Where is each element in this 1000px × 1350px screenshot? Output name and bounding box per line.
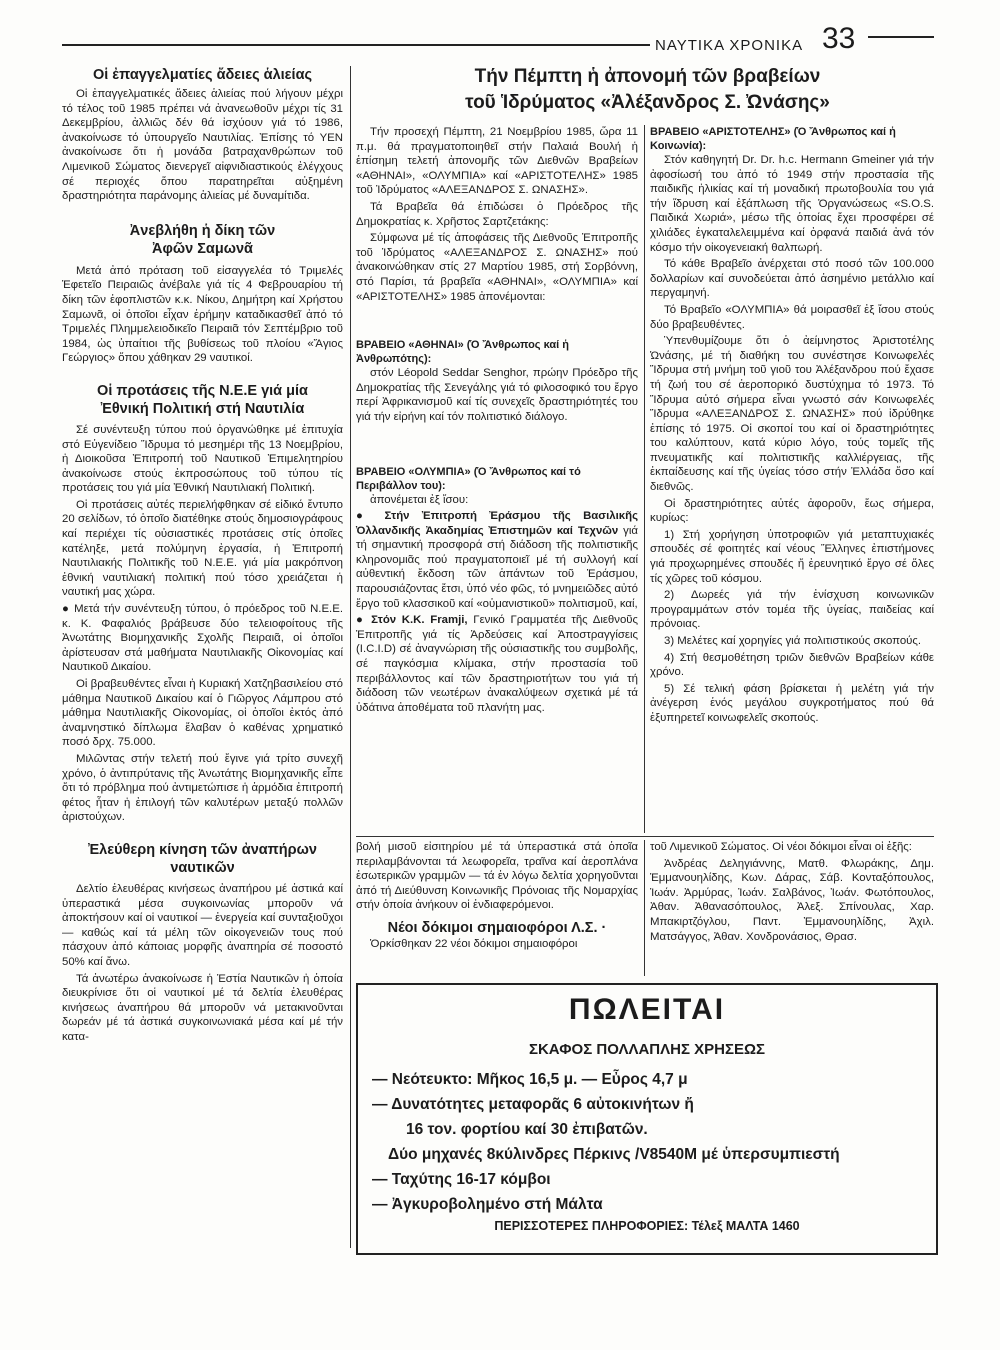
article-text: Ἀνδρέας Δεληγιάννης, Ματθ. Φλωράκης, Δημ. Ἐμμανουηλίδης, Κων. Δάρας, Σάβ. Κονταξόπουλος, Ἰωάν. Ἀρμύρας, Ἰωάν. Σαλβάνος, Ἰωάν. Φωτόπουλος, Ἀθαν. Ἀθανασόπουλος, Ἀλεξ. Σπίνουλας, Χαρ. Μπακιρτζόγλου, Παντ. Ἐμμανουηλίδης, Ἀχιλ. Ματσάγγος, Ἀθαν. Χονδρονάσιος, Θρασ. (650, 857, 934, 943)
feature-text: Ὑπενθυμίζουμε ὅτι ὁ ἀείμνηστος Ἀριστοτέλης Ὠνάσης, μέ τή διαθήκη του συνέστησε Κοινωφελές Ἵδρυμα στή μνήμη τοῦ γιοῦ του Ἀλέξανδρου πού ἔχασε τή ζωή του σέ ἀεροπορικό δυστύχημα τό 1973. Τό Ἵδρυμα αὐτό σήμερα εἶναι γνωστό σάν Κοινωφελές Ἵδρυμα «ΑΛΕΞΑΝΔΡΟΣ Σ. ΩΝΑΣΗΣ» πού ἱδρύθηκε ἐπίσης τό 1975. Οἱ σκοποί του καί οἱ δραστηριότητες του καλύπτουν, κατά κύριο λόγο, τούς τομεῖς τῆς πνευματικῆς καί πολιτιστικῆς καλλιέργειας, τῆς ἐκπαίδευσης καί τῆς ὑγείας τόσο στήν Ἑλλάδα ὅσο καί διεθνῶς. (650, 335, 934, 494)
ad-subtitle: ΣΚΑΦΟΣ ΠΟΛΛΑΠΛΗΣ ΧΡΗΣΕΩΣ (528, 1041, 766, 1058)
article-text: Μιλῶντας στήν τελετή πού ἔγινε γιά τρίτο συνεχῆ χρόνο, ὁ ἀντιπρύτανις τῆς Ἀνωτάτης Βιομηχανικῆς εἶπε ὅτι τό πρόβλημα πού ἀντιμετώπισε ἡ ἁρμόδια ἐπιτροπή φέτος ἦταν ἡ ἐπιλογή τῶν καλυτέρων μεταξύ πολλῶν ἀριστούχων. (62, 752, 343, 824)
ad-line: — Νεότευκτο: Μῆκος 16,5 μ. — Εὖρος 4,7 μ (372, 1071, 688, 1088)
list-item: 5) Σέ τελική φάση βρίσκεται ἡ μελέτη γιά τήν ἀνέγερση ἑνός μεγάλου συγκροτήματος πού θά ἐξυπηρετεῖ κοινωφελεῖς σκοπούς. (650, 682, 934, 724)
column-left (62, 66, 343, 1046)
ad-line: 16 τον. φορτίου καί 30 ἐπιβατῶν. (406, 1121, 648, 1138)
bullet-icon: ● (62, 603, 70, 616)
feature-text: Σύμφωνα μέ τίς ἀποφάσεις τῆς Διεθνοῦς Ἐπιτροπῆς τοῦ Ἱδρύματος «ΑΛΕΞΑΝΔΡΟΣ Σ. ΩΝΑΣΗΣ» πού ἀνακοινώθηκαν στίς 27 Μαρτίου 1985, στή Σορβόννη, στό Παρίσι, τά βραβεῖα «ΑΘΗΝΑΙ», «ΟΛΥΜΠΙΑ» καί «ΑΡΙΣΤΟΤΕΛΗΣ» 1985 ἀπονέμονται: (356, 232, 638, 303)
article-text: Μετά ἀπό πρόταση τοῦ εἰσαγγελέα τό Τριμελές Ἐφετεῖο Πειραιῶς ἀνέβαλε γιά τίς 4 Φεβρουαρίου τή δίκη τῶν ἐφοπλιστῶν κ.κ. Νίκου, Δημήτρη καί Χρήστου Σαμωνᾶ, οἱ ὁποῖοι εἶχαν ἐρήμην καταδικασθεῖ ἀπό τό Τριμελές Πλημμελειοδικεῖο Πειραιᾶ τόν Σεπτέμβριο τοῦ 1984, ὡς ὑπαίτιοι τῆς βυθίσεως τοῦ πλοίου «Ἅγιος Γεώργιος» ὅπου χάθηκαν 29 ναυτικοί. (62, 264, 343, 365)
list-item: 4) Στή θεσμοθέτηση τριῶν διεθνῶν Βραβείων κάθε χρόνο. (650, 651, 934, 679)
award-heading-aristotelis: ΒΡΑΒΕΙΟ «ΑΡΙΣΤΟΤΕΛΗΣ» (Ὁ Ἄνθρωπος καί ἡ Κοινωνία): (650, 126, 896, 152)
feature-text (356, 509, 638, 611)
feature-text: Τήν προσεχή Πέμπτη, 21 Νοεμβρίου 1985, ὥρα 11 π.μ. θά πραγματοποιηθεῖ στήν Παλαιά Βουλή ἡ ἐπίσημη τελετή ἀπονομῆς τῶν Διεθνῶν Βραβείων «ΑΘΗΝΑΙ», «ΟΛΥΜΠΙΑ» καί «ΑΡΙΣΤΟΤΕΛΗΣ» 1985 τοῦ Ἱδρύματος «ΑΛΕΞΑΝΔΡΟΣ Σ. ΩΝΑΣΗΣ». (356, 126, 638, 197)
title-line: ναυτικῶν (170, 859, 235, 876)
recipient-name: Στήν Ἐπιτροπή Ἐράσμου τῆς Βασιλικῆς Ὀλλανδικῆς Ἀκαδημίας Ἐπιστημῶν καί Τεχνῶν (356, 510, 638, 537)
ad-line: — Δυνατότητες μεταφορᾶς 6 αὐτοκινήτων ἤ (372, 1096, 694, 1113)
award-heading-athinai: ΒΡΑΒΕΙΟ «ΑΘΗΝΑΙ» (Ὁ Ἄνθρωπος καί ἡ Ἀνθρωπότης): (356, 339, 569, 366)
feature-text: Στόν καθηγητή Dr. Dr. h.c. Hermann Gmeiner γιά τήν ἀφοσίωσή του ἀπό τό 1949 στήν προστασία τῆς παιδικῆς ἡλικίας καί τή μοναδική πρωτοβουλία του γιά τήν ἵδρυση καί ἐξάπλωση τῆς Ὀργανώσεως «S.O.S. Παιδικά Χωριά», μέσω τῆς ὁποίας ἔχει προσφέρει σέ χιλιάδες ἐγκαταλελειμμένα καί ὀρφανά παιδιά ἀνά τόν κόσμο τήν οἰκογενειακή θαλπωρή. (650, 154, 934, 254)
feature-bottom-rule (356, 836, 934, 837)
ad-line: — Ἀγκυροβολημένο στή Μάλτα (372, 1196, 603, 1213)
recipient-text: Γενικό Γραμματέα τῆς Διεθνοῦς Ἐπιτροπῆς γιά τίς Ἀρδεύσεις καί Ἀποστραγγίσεις (I.C.I.D) σέ ἀναγνώριση τῆς οὐσιαστικῆς του συμβολῆς, σέ παγκόσμια κλίμακα, στήν προστασία τοῦ περιβάλλοντος καί τῶν δραστηριοτήτων του γιά τή διάδοση τῶν νεωτέρων ἀνακαλύψεων σχετικά μέ τά ὑδάτινα ἀποθέματα τοῦ πλανήτη μας. (356, 614, 639, 714)
feature-text: Τό Βραβεῖο «ΟΛΥΜΠΙΑ» θά μοιρασθεῖ ἐξ ἴσου στούς δύο βραβευθέντες. (650, 303, 934, 331)
article-text (62, 602, 343, 675)
article-text: Ὁρκίσθηκαν 22 νέοι δόκιμοι σημαιοφόροι (370, 937, 578, 950)
article-text: Οἱ προτάσεις αὐτές περιελήφθηκαν σέ εἰδικό ἔντυπο 20 σελίδων, τό ὁποῖο διατέθηκε στούς δημοσιογράφους καί περιέχει τίς οὐσιαστικές προτάσεις στίς ὁποῖες κατέληξε, μετά πολύμηνη ἐργασία, ἡ Ἐπιτροπή Ναυτιλιακής Πολιτικῆς τοῦ Ν.Ε.Ε. γιά μία μακρόπνοη ἐθνική ναυτιλιακή πολιτική πού τόσο χρειάζεται ἡ ναυτική μας χώρα. (62, 498, 343, 599)
header-rule-left (62, 44, 650, 46)
feature-text: στόν Léopold Seddar Senghor, πρώην Πρόεδρο τῆς Δημοκρατίας τῆς Σενεγάλης γιά τό φιλοσοφικό του ἔργο περί Ἀφρικανισμοῦ καί τίς συνεχεῖς δραστηριότητές του γιά τήν εἰρήνη καί τόν πολιτιστικό διάλογο. (356, 367, 638, 423)
award-heading-olympia: ΒΡΑΒΕΙΟ «ΟΛΥΜΠΙΑ» (Ὁ Ἄνθρωπος καί τό Περιβάλλον του): (356, 465, 581, 492)
feature-text (356, 613, 638, 715)
continuation-right (650, 840, 934, 946)
title-line: Ἀνεβλήθη ἡ δίκη τῶν (129, 222, 276, 239)
article-text: τοῦ Λιμενικοῦ Σώματος. Οἱ νέοι δόκιμοι εἶναι οἱ ἑξῆς: (650, 841, 912, 853)
recipient-name: Στόν Κ.Κ. Framji, (371, 614, 468, 627)
feature-text: Τά Βραβεῖα θά ἐπιδώσει ὁ Πρόεδρος τῆς Δημοκρατίας κ. Χρῆστος Σαρτζετάκης: (356, 200, 638, 228)
bullet-icon: ● (356, 614, 366, 627)
feature-title (360, 64, 935, 116)
bullet-text: Μετά τήν συνέντευξη τύπου, ὁ πρόεδρος τοῦ Ν.Ε.Ε. κ. Κ. Φαφαλιός βράβευσε δύο τελειοφοίτους τῆς Ἀνωτάτης Βιομηχανικῆς Σχολῆς Πειραιᾶ, οἱ ὁποῖοι ἀρίστευσαν στά μαθήματα Ναυτιλιακῆς Οἰκονομίας καί Ναυτικοῦ Δικαίου. (62, 603, 343, 674)
ad-line: — Ταχύτης 16-17 κόμβοι (372, 1171, 551, 1188)
title-line: τοῦ Ἱδρύματος «Ἀλέξανδρος Σ. Ὠνάσης» (465, 92, 830, 113)
title-line: Ἐλεύθερη κίνηση τῶν ἀναπήρων (88, 841, 317, 858)
feature-column-right (650, 125, 934, 728)
continuation-middle (356, 840, 638, 954)
feature-text: Τό κάθε Βραβεῖο ἀνέρχεται στό ποσό τῶν 100.000 δολλαρίων καί συνοδεύεται ἀπό ἀσημένιο μετάλλιο καί περγαμηνή. (650, 258, 934, 300)
header-rule-right (868, 36, 934, 38)
ad-line: Δύο μηχανές 8κύλινδρες Πέρκινς /V8540M μέ ὑπερσυμπιεστή (388, 1146, 840, 1163)
list-item: 1) Στή χορήγηση ὑποτροφιῶν γιά μεταπτυχιακές σπουδές σέ φοιτητές καί νέους Ἕλληνες ἐπιστήμονες γιά προχωρημένες σπουδές ἤ ἐρευνητικό ἔργο σέ ὅλες τίς χῶρες τοῦ κόσμου. (650, 528, 934, 585)
ad-title: ΠΩΛΕΙΤΑΙ (568, 993, 726, 1026)
article-title-disabled (62, 841, 343, 877)
ad-contact: ΠΕΡΙΣΣΟΤΕΡΕΣ ΠΛΗΡΟΦΟΡΙΕΣ: Τέλεξ ΜΑΛΤΑ 1460 (494, 1219, 800, 1233)
article-text: Σέ συνέντευξη τύπου πού ὀργανώθηκε μέ ἐπιτυχία στό Εὐγενίδειο Ἵδρυμα τό μεσημέρι τῆς 13 Νοεμβρίου, ἡ Διοικοῦσα Ἐπιτροπή τοῦ Ναυτικοῦ Ἐπιμελητηρίου ἀνακοίνωσε στούς ἐκπροσώπους τοῦ τύπου τίς προτάσεις του γιά μία Ἐθνική Ναυτιλιακή Πολιτική. (62, 423, 343, 495)
title-line: Ἀφῶν Σαμωνᾶ (152, 240, 253, 257)
section-title: ΝΑΥΤΙΚΑ ΧΡΟΝΙΚΑ (655, 37, 804, 54)
article-title-nee (62, 382, 343, 418)
list-item: 2) Δωρεές γιά τήν ἐνίσχυση κοινωνικῶν προγραμμάτων στόν τομέα τῆς ὑγείας, παιδείας καί πρόνοιας. (650, 589, 934, 631)
article-text: βολή μισοῦ εἰσιτηρίου μέ τά ὑπεραστικά στά ὁποῖα περιλαμβάνονται τά λεωφορεῖα, τραῖνα καί ἀεροπλάνα ἐσωτερικῶν γραμμῶν — τά ἐν λόγω δελτία χορηγοῦνται ἀπό τή Διεύθυνση Κοινωνικῆς Πρόνοιας τῆς Νομαρχίας στήν ὁποία ἀνήκουν οἱ ἐνδιαφερόμενοι. (356, 841, 638, 912)
feature-column-middle (356, 125, 638, 717)
column-divider (350, 66, 351, 1248)
title-line: Ἐθνική Πολιτική στή Ναυτιλία (100, 400, 305, 417)
article-text: Οἱ ἐπαγγελματικές ἄδειες ἁλιείας πού λήγουν μέχρι τό τέλος τοῦ 1985 πρέπει νά ἀνανεωθοῦν μέχρι τίς 31 Δεκεμβρίου, ἀλλιῶς δέν θά ἰσχύουν γιά τό 1986, ἀνακοίνωσε τό ὑπουργεῖο Ναυτιλίας. Ἐπίσης τό ΥΕΝ ἀνακοίνωσε ὅτι ἡ μονάδα βατραχανθρώπων τοῦ Λιμενικοῦ Σώματος διενεργεῖ αἰφνιδιαστικούς ἐλέγχους σέ περιοχές ὅπου παρατηρεῖται αὐξημένη δραστηριότητα παράνομης ἁλιείας μέ δυναμίτιδα. (62, 88, 343, 203)
feature-text: Οἱ δραστηριότητες αὐτές ἀφοροῦν, ἕως σήμερα, κυρίως: (650, 497, 934, 525)
bullet-icon: ● (356, 510, 373, 523)
classified-ad (356, 983, 938, 1255)
recipient-text: γιά τή σημαντική προσφορά στή διάδοση τῆς πολιτιστικῆς κληρονομιᾶς πού πραγματοποιεῖ μέ τή συλλογή καί αὐθεντική ἔκδοση τῶν ἁπάντων τοῦ Ἐράσμου, παρουσιάζοντας ἔτσι, ὑπό νέο φῶς, τό μνημειῶδες αὐτό ἔργο τοῦ κλασσικοῦ καί «οὑμανιστικοῦ» πολιτισμοῦ, καί, (356, 524, 638, 610)
article-text: Τά ἀνωτέρω ἀνακοίνωσε ἡ Ἑστία Ναυτικῶν ἡ ὁποία διευκρίνισε ὅτι οἱ ναυτικοί μέ τά δελτία ἐλευθέρας κινήσεως ἀναπήρου θά μποροῦν νά μετακινοῦνται δωρεάν μέ τά ἀστικά συγκοινωνιακά μέσα καί μέ τήν κατα- (62, 972, 343, 1043)
article-title-samonas (62, 222, 343, 258)
article-text: Δελτίο ἐλευθέρας κινήσεως ἀναπήρου μέ ἀστικά καί ὑπεραστικά μέσα συγκοινωνίας μποροῦν νά ἀποκτήσουν καί οἱ ναυτικοί — ἐνεργεία καί συνταξιοῦχοι — καθώς καί τά μέλη τῶν οἰκογενειῶν τους πού πάσχουν ἀπό κάποιας μορφῆς ἀναπηρία σέ ποσοστό 50% καί ἄνω. (62, 882, 343, 968)
title-line: Τήν Πέμπτη ἡ ἀπονομή τῶν βραβείων (474, 66, 821, 87)
article-title-cadets: Νέοι δόκιμοι σημαιοφόροι Λ.Σ. · (387, 919, 607, 936)
list-item: 3) Μελέτες καί χορηγίες γιά πολιτιστικούς σκοπούς. (664, 635, 922, 647)
column-divider (644, 125, 645, 833)
page-number: 33 (822, 22, 856, 55)
article-text: Οἱ βραβευθέντες εἶναι ἡ Κυριακή Χατζηβασιλείου στό μάθημα Ναυτικοῦ Δικαίου καί ὁ Γιῶργος Λάμπρου στό μάθημα Ναυτιλιακῆς Οἰκονομίας, οἱ ὁποῖοι ἐκτός ἀπό ἀναμνηστικό δίπλωμα ἔλαβαν ὁ καθένας χρηματικό ποσό δρχ. 75.000. (62, 678, 343, 749)
column-divider (644, 840, 645, 976)
title-line: Οἱ προτάσεις τῆς Ν.Ε.Ε γιά μία (97, 382, 308, 399)
article-title-fishing: Οἱ ἐπαγγελματίες ἄδειες ἁλιείας (92, 67, 313, 83)
feature-text: ἀπονέμεται ἐξ ἴσου: (370, 493, 469, 506)
